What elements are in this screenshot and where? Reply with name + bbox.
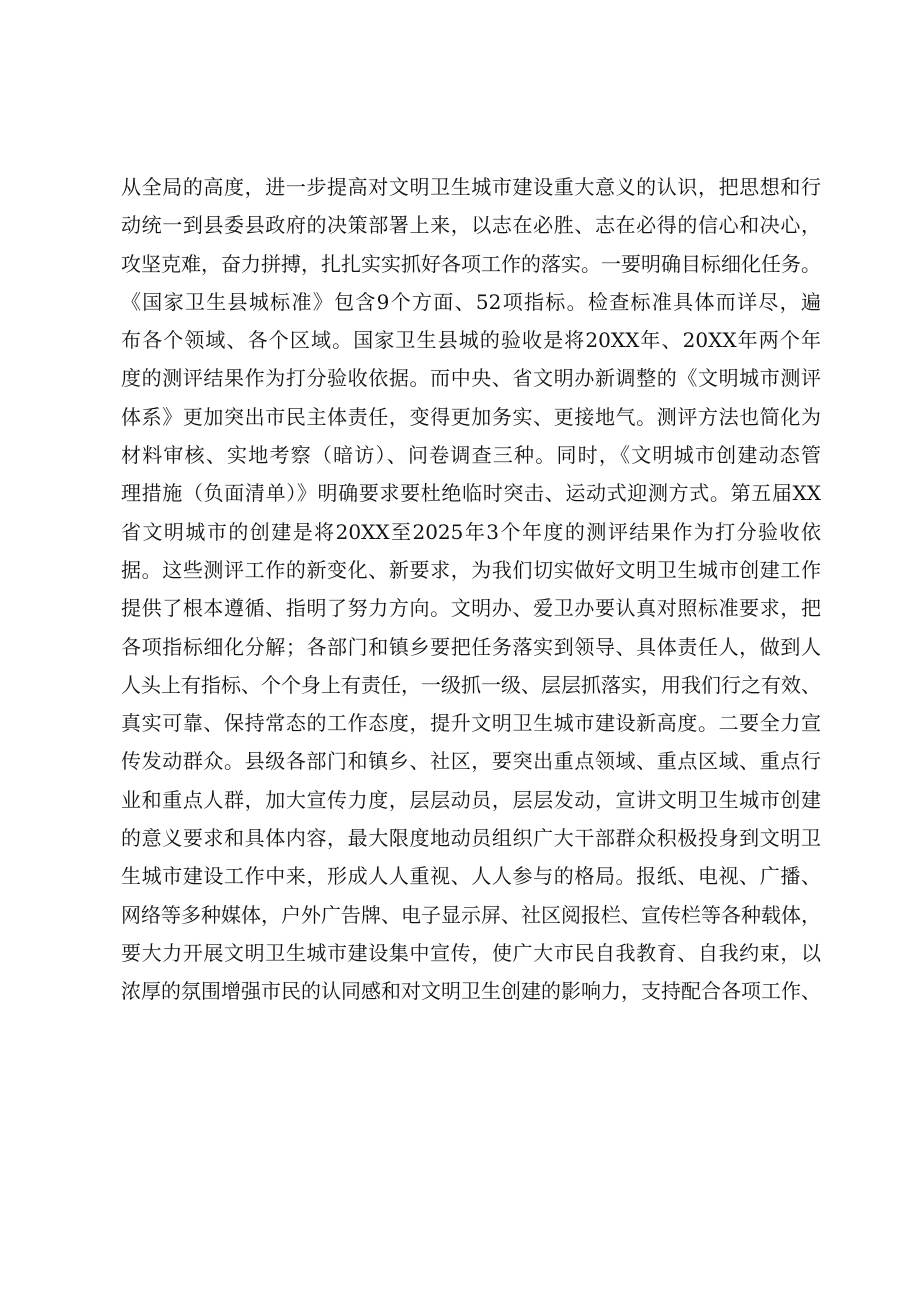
text-line: 攻坚克难，奋力拼搏，扎扎实实抓好各项工作的落实。一要明确目标细化任务。 — [121, 251, 821, 276]
text-line: 布各个领域、各个区域。国家卫生县城的验收是将20XX年、20XX年两个年 — [121, 328, 821, 353]
text-line: 生城市建设工作中来，形成人人重视、人人参与的格局。报纸、电视、广播、 — [121, 864, 821, 889]
text-line: 真实可靠、保持常态的工作态度，提升文明卫生城市建设新高度。二要全力宣 — [121, 711, 821, 736]
body-paragraph — [121, 168, 821, 1011]
text-line: 网络等多种媒体，户外广告牌、电子显示屏、社区阅报栏、宣传栏等各种载体， — [121, 902, 821, 927]
text-line: 体系》更加突出市民主体责任，变得更加务实、更接地气。测评方法也简化为 — [121, 404, 821, 429]
text-line: 据。这些测评工作的新变化、新要求，为我们切实做好文明卫生城市创建工作 — [121, 557, 821, 582]
text-line: 理措施（负面清单）》明确要求要杜绝临时突击、运动式迎测方式。第五届XX — [121, 481, 821, 506]
text-line: 省文明城市的创建是将20XX至2025年3个年度的测评结果作为打分验收依 — [121, 519, 821, 544]
text-line: 传发动群众。县级各部门和镇乡、社区，要突出重点领域、重点区域、重点行 — [121, 749, 821, 774]
text-line: 要大力开展文明卫生城市建设集中宣传，使广大市民自我教育、自我约束，以 — [121, 940, 821, 965]
text-line: 材料审核、实地考察（暗访）、问卷调查三种。同时，《文明城市创建动态管 — [121, 443, 821, 468]
text-line: 浓厚的氛围增强市民的认同感和对文明卫生创建的影响力，支持配合各项工作、 — [121, 979, 821, 1004]
text-line: 提供了根本遵循、指明了努力方向。文明办、爱卫办要认真对照标准要求，把 — [121, 596, 821, 621]
text-line: 各项指标细化分解；各部门和镇乡要把任务落实到领导、具体责任人，做到人 — [121, 634, 821, 659]
text-line: 从全局的高度，进一步提高对文明卫生城市建设重大意义的认识，把思想和行 — [121, 175, 821, 199]
text-line: 《国家卫生县城标准》包含9个方面、52项指标。检查标准具体而详尽，遍 — [121, 289, 821, 314]
text-line: 的意义要求和具体内容，最大限度地动员组织广大干部群众积极投身到文明卫 — [121, 826, 821, 851]
text-line: 动统一到县委县政府的决策部署上来，以志在必胜、志在必得的信心和决心， — [121, 213, 821, 238]
text-line: 业和重点人群，加大宣传力度，层层动员，层层发动，宣讲文明卫生城市创建 — [121, 787, 821, 812]
text-line: 度的测评结果作为打分验收依据。而中央、省文明办新调整的《文明城市测评 — [121, 366, 821, 391]
text-line: 人头上有指标、个个身上有责任，一级抓一级、层层抓落实，用我们行之有效、 — [121, 672, 821, 697]
